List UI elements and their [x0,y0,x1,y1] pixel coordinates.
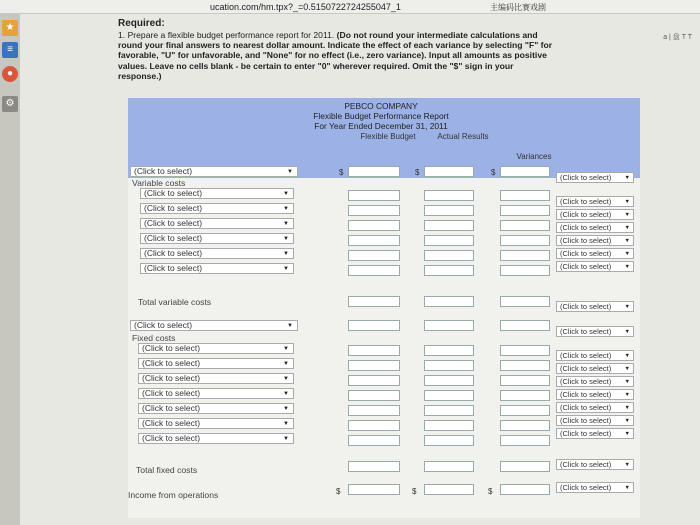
actual-results-input[interactable] [424,166,474,177]
variance-effect-select[interactable] [556,376,634,387]
variable-cost-select-5[interactable] [140,248,294,259]
dropdown-arrow-icon: ▼ [283,206,289,212]
variance-effect-select[interactable] [556,235,634,246]
dropdown-arrow-icon: ▼ [283,391,289,397]
select-text: (Click to select) [560,173,612,182]
dropdown-arrow-icon: ▼ [283,191,289,197]
flexible-budget-input[interactable] [348,420,400,431]
flexible-budget-input[interactable] [348,250,400,261]
variance-input[interactable] [500,345,550,356]
variance-effect-select[interactable] [556,459,634,470]
instruction-plain: Prepare a flexible budget performance report for 2011. [127,30,335,40]
instruction-text [118,30,558,81]
variable-cost-select-4[interactable] [140,233,294,244]
actual-results-input[interactable] [424,235,474,246]
actual-results-input[interactable] [424,405,474,416]
dropdown-arrow-icon: ▼ [283,361,289,367]
select-text: (Click to select) [142,373,201,383]
select-text: (Click to select) [560,403,612,412]
dropdown-arrow-icon: ▼ [283,346,289,352]
select-text: (Click to select) [560,262,612,271]
select-text: (Click to select) [560,327,612,336]
variance-input[interactable] [500,235,550,246]
select-text: (Click to select) [560,210,612,219]
variance-input[interactable] [500,190,550,201]
item-number: 1. [118,30,126,40]
flexible-budget-input[interactable] [348,405,400,416]
select-text: (Click to select) [134,320,193,330]
dropdown-arrow-icon: ▼ [283,421,289,427]
dropdown-arrow-icon: ▼ [624,366,630,372]
select-text: (Click to select) [144,233,203,243]
variance-effect-select[interactable] [556,261,634,272]
actual-results-input[interactable] [424,265,474,276]
fixed-cost-select-1[interactable] [138,343,294,354]
dropdown-arrow-icon: ▼ [283,221,289,227]
select-text: (Click to select) [142,433,201,443]
select-text: (Click to select) [560,223,612,232]
settings-icon[interactable]: ⚙ [2,96,18,112]
dropdown-arrow-icon: ▼ [624,304,630,310]
fixed-cost-select-7[interactable] [138,433,294,444]
dropdown-arrow-icon: ▼ [283,236,289,242]
actual-results-input[interactable] [424,345,474,356]
variance-input[interactable] [500,420,550,431]
select-text: (Click to select) [560,364,612,373]
select-text: (Click to select) [560,390,612,399]
variance-input[interactable] [500,405,550,416]
variance-effect-select[interactable] [556,350,634,361]
col-flexible-budget: Flexible Budget [360,132,416,141]
income-variance-input[interactable] [500,484,550,495]
select-text: (Click to select) [560,249,612,258]
actual-results-input[interactable] [424,360,474,371]
variance-effect-select[interactable] [556,326,634,337]
variance-effect-select[interactable] [556,248,634,259]
flexible-budget-input[interactable] [348,220,400,231]
variance-input[interactable] [500,205,550,216]
dropdown-arrow-icon: ▼ [624,264,630,270]
variance-input[interactable] [500,360,550,371]
variance-input[interactable] [500,220,550,231]
dropdown-arrow-icon: ▼ [283,266,289,272]
fixed-cost-select-3[interactable] [138,373,294,384]
currency-symbol: $ [336,487,341,496]
select-text: (Click to select) [142,403,201,413]
url-text: ucation.com/hm.tpx?_=0.5150722724255047_1 [210,2,401,12]
currency-symbol: $ [412,487,417,496]
variance-effect-select[interactable] [556,222,634,233]
flexible-budget-input[interactable] [348,345,400,356]
fixed-costs-label: Fixed costs [132,333,176,343]
variance-input[interactable] [500,320,550,331]
select-text: (Click to select) [142,388,201,398]
dropdown-arrow-icon: ▼ [287,169,293,175]
actual-results-input[interactable] [424,420,474,431]
left-sidebar [0,14,20,525]
select-text: (Click to select) [560,197,612,206]
dropdown-arrow-icon: ▼ [283,251,289,257]
variable-cost-select-3[interactable] [140,218,294,229]
dropdown-arrow-icon: ▼ [624,238,630,244]
browser-url-bar[interactable] [0,0,700,14]
flexible-budget-input[interactable] [348,265,400,276]
performance-report [128,98,640,518]
variance-input[interactable] [500,250,550,261]
flexible-budget-input[interactable] [348,166,400,177]
select-text: (Click to select) [142,343,201,353]
dropdown-arrow-icon: ▼ [624,431,630,437]
main-content [20,14,700,525]
currency-symbol: $ [415,168,420,177]
fixed-cost-select-2[interactable] [138,358,294,369]
dropdown-arrow-icon: ▼ [283,436,289,442]
total-fixed-variance-input[interactable] [500,461,550,472]
company-name: PEBCO COMPANY [344,101,418,111]
total-variable-costs-label: Total variable costs [138,297,212,307]
required-heading: Required: [118,18,165,29]
variance-effect-select[interactable] [556,389,634,400]
actual-results-input[interactable] [424,205,474,216]
income-actual-input[interactable] [424,484,474,495]
dropdown-arrow-icon: ▼ [624,353,630,359]
select-text: (Click to select) [560,377,612,386]
variable-cost-select-1[interactable] [140,188,294,199]
actual-results-input[interactable] [424,220,474,231]
dropdown-arrow-icon: ▼ [624,462,630,468]
variance-effect-select[interactable] [556,482,634,493]
col-actual-results: Actual Results [437,132,489,141]
select-text: (Click to select) [144,263,203,273]
select-text: (Click to select) [560,483,612,492]
total-fixed-actual-input[interactable] [424,461,474,472]
dropdown-arrow-icon: ▼ [624,225,630,231]
dropdown-arrow-icon: ▼ [624,175,630,181]
variance-effect-select[interactable] [556,402,634,413]
select-text: (Click to select) [142,418,201,428]
fixed-cost-select-5[interactable] [138,403,294,414]
select-text: (Click to select) [134,166,193,176]
variance-effect-select[interactable] [556,301,634,312]
select-text: (Click to select) [560,302,612,311]
variance-effect-select[interactable] [556,363,634,374]
variance-effect-select[interactable] [556,209,634,220]
instruction-bold: (Do not round your intermediate calculations and round your final answers to nearest dollar amount. Indicate the effect of each variance by selecting "F" for favorable, "U" for unfavorable, and "None" for no effect (i.e., zero variance). Input all amounts as positive values. Leave no cells blank - be certain to enter "0" wherever required. Omit the "$" sign in your response.) [118,30,553,81]
dropdown-arrow-icon: ▼ [624,392,630,398]
flexible-budget-input[interactable] [348,435,400,446]
variance-input[interactable] [500,375,550,386]
dropdown-arrow-icon: ▼ [624,329,630,335]
flexible-budget-input[interactable] [348,375,400,386]
currency-symbol: $ [488,487,493,496]
dropdown-arrow-icon: ▼ [624,379,630,385]
dropdown-arrow-icon: ▼ [624,405,630,411]
flexible-budget-input[interactable] [348,235,400,246]
top-right-tools: a | 盘 T T [663,34,692,41]
select-text: (Click to select) [560,236,612,245]
select-text: (Click to select) [144,203,203,213]
dropdown-arrow-icon: ▼ [624,485,630,491]
select-text: (Click to select) [144,248,203,258]
dropdown-arrow-icon: ▼ [624,212,630,218]
flexible-budget-input[interactable] [348,320,400,331]
select-text: (Click to select) [560,460,612,469]
report-title: Flexible Budget Performance Report [313,111,449,121]
total-variable-actual-input[interactable] [424,296,474,307]
actual-results-input[interactable] [424,250,474,261]
actual-results-input[interactable] [424,320,474,331]
total-fixed-flexible-input[interactable] [348,461,400,472]
variance-effect-select[interactable] [556,172,634,183]
total-variable-flexible-input[interactable] [348,296,400,307]
flexible-budget-input[interactable] [348,390,400,401]
list-icon[interactable]: ≡ [2,42,18,58]
flexible-budget-input[interactable] [348,190,400,201]
variance-input[interactable] [500,265,550,276]
currency-symbol: $ [491,168,496,177]
flexible-budget-input[interactable] [348,360,400,371]
dropdown-arrow-icon: ▼ [283,376,289,382]
flexible-budget-input[interactable] [348,205,400,216]
dropdown-arrow-icon: ▼ [283,406,289,412]
select-text: (Click to select) [560,351,612,360]
income-flexible-input[interactable] [348,484,400,495]
select-text: (Click to select) [144,188,203,198]
col-variances: Variances [516,152,552,161]
select-text: (Click to select) [560,429,612,438]
contribution-select[interactable] [130,320,298,331]
select-text: (Click to select) [144,218,203,228]
income-label: Income from operations [128,490,219,500]
dropdown-arrow-icon: ▼ [624,251,630,257]
variance-input[interactable] [500,390,550,401]
variance-effect-select[interactable] [556,428,634,439]
revenue-select[interactable] [130,166,298,177]
actual-results-input[interactable] [424,435,474,446]
dropdown-arrow-icon: ▼ [624,418,630,424]
total-fixed-costs-label: Total fixed costs [136,465,198,475]
variable-cost-select-6[interactable] [140,263,294,274]
dropdown-arrow-icon: ▼ [287,323,293,329]
actual-results-input[interactable] [424,390,474,401]
star-icon[interactable]: ★ [2,20,18,36]
select-text: (Click to select) [142,358,201,368]
actual-results-input[interactable] [424,190,474,201]
fixed-cost-select-4[interactable] [138,388,294,399]
record-icon[interactable]: ● [2,66,18,82]
variance-input[interactable] [500,435,550,446]
variance-effect-select[interactable] [556,415,634,426]
variable-costs-label: Variable costs [132,178,186,188]
actual-results-input[interactable] [424,375,474,386]
tab-text: 主编码比赛戏剧 [490,3,546,12]
variance-input[interactable] [500,166,550,177]
dropdown-arrow-icon: ▼ [624,199,630,205]
total-variable-variance-input[interactable] [500,296,550,307]
select-text: (Click to select) [560,416,612,425]
fixed-cost-select-6[interactable] [138,418,294,429]
variable-cost-select-2[interactable] [140,203,294,214]
currency-symbol: $ [339,168,344,177]
variance-effect-select[interactable] [556,196,634,207]
report-period: For Year Ended December 31, 2011 [314,121,448,131]
